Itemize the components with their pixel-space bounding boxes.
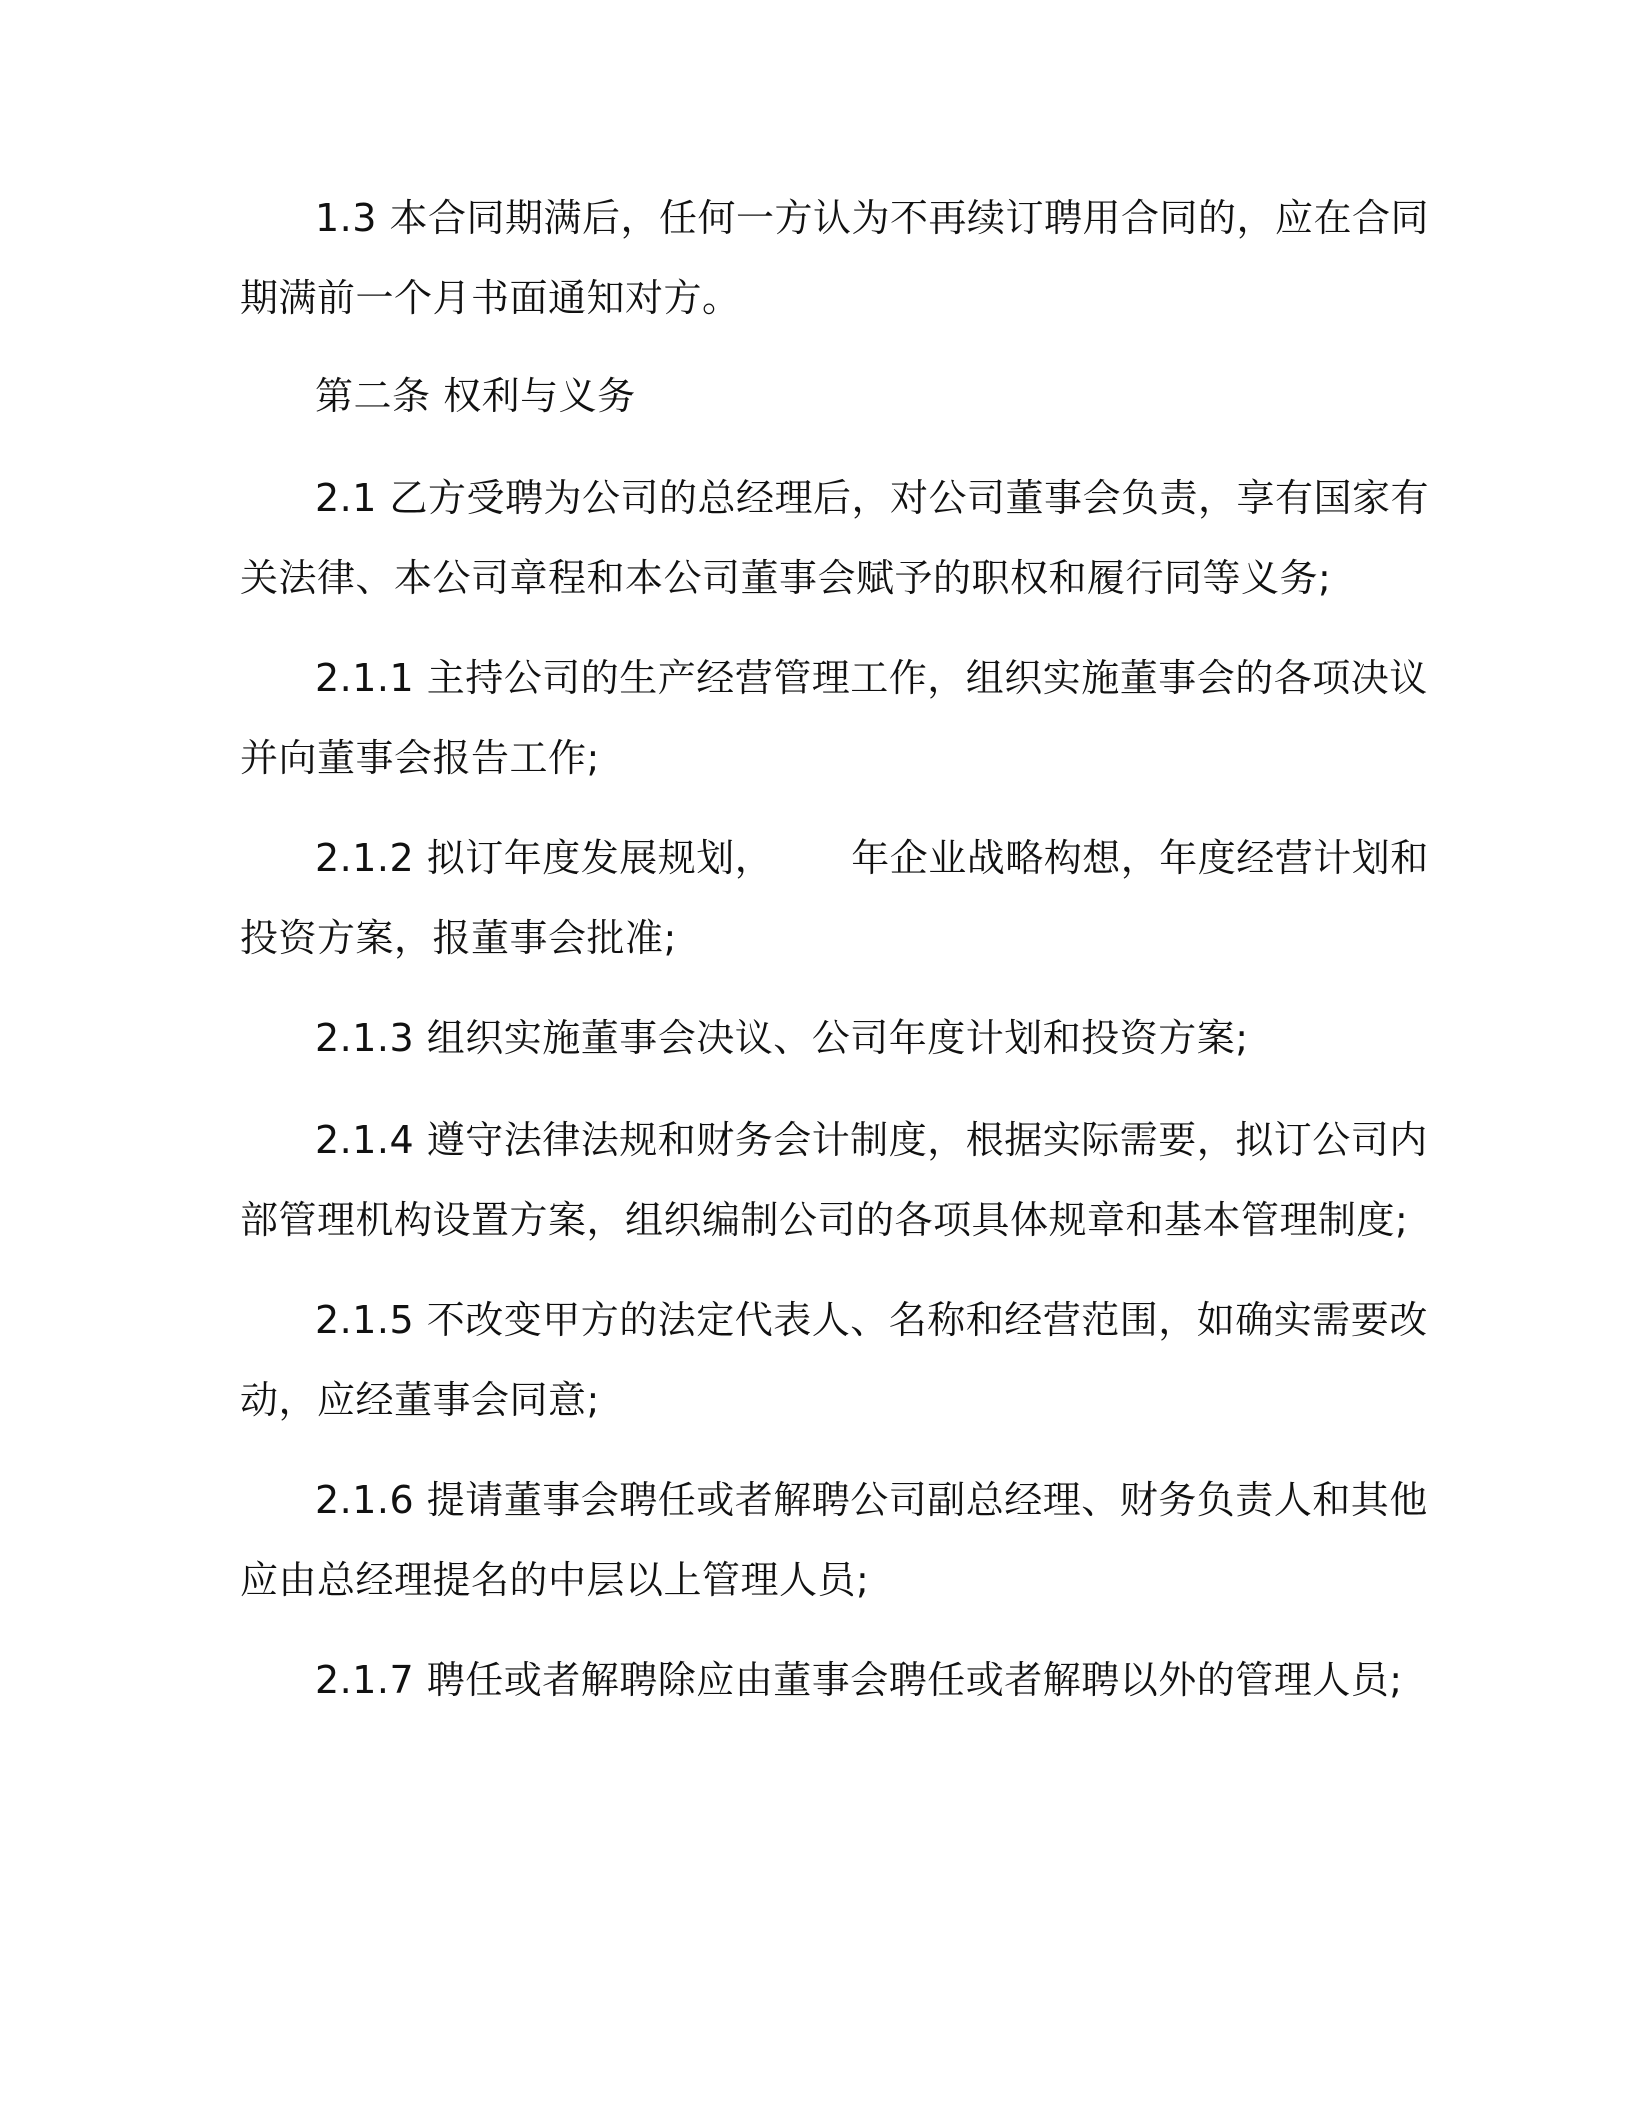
clause-2-1-2-line-2: 投资方案，报董事会批准; — [240, 916, 677, 960]
clause-2-1-5-line-2: 动，应经董事会同意; — [240, 1378, 600, 1422]
clause-2-1-2-text-before-gap: 2.1.2 拟订年度发展规划， — [315, 836, 774, 880]
article-2-heading-text: 第二条 权利与义务 — [315, 374, 636, 418]
clause-2-1-7 — [240, 1640, 1403, 1720]
clause-2-1-4-line-2: 部管理机构设置方案，组织编制公司的各项具体规章和基本管理制度; — [240, 1198, 1409, 1242]
clause-1-3-line-1: 1.3 本合同期满后，任何一方认为不再续订聘用合同的，应在合同 — [315, 196, 1430, 240]
clause-2-1-line-1: 2.1 乙方受聘为公司的总经理后，对公司董事会负责，享有国家有 — [315, 476, 1430, 520]
clause-2-1-3-text: 2.1.3 组织实施董事会决议、公司年度计划和投资方案; — [315, 1016, 1249, 1060]
clause-2-1-2-line-1 — [240, 818, 1429, 898]
clause-2-1-line-2: 关法律、本公司章程和本公司董事会赋予的职权和履行同等义务; — [240, 556, 1332, 600]
clause-2-1 — [240, 458, 1430, 618]
clause-2-1-6 — [240, 1460, 1428, 1620]
clause-2-1-2-text-after-gap: 年企业战略构想，年度经营计划和 — [851, 836, 1429, 880]
clause-2-1-1-line-1: 2.1.1 主持公司的生产经营管理工作，组织实施董事会的各项决议 — [315, 656, 1428, 700]
clause-2-1-7-text: 2.1.7 聘任或者解聘除应由董事会聘任或者解聘以外的管理人员; — [315, 1658, 1403, 1702]
clause-1-3 — [240, 178, 1430, 338]
clause-2-1-6-line-1: 2.1.6 提请董事会聘任或者解聘公司副总经理、财务负责人和其他 — [315, 1478, 1428, 1522]
clause-2-1-1 — [240, 638, 1428, 798]
article-2-heading — [240, 356, 1370, 436]
clause-2-1-4 — [240, 1100, 1428, 1260]
clause-2-1-5-line-1: 2.1.5 不改变甲方的法定代表人、名称和经营范围，如确实需要改 — [315, 1298, 1428, 1342]
clause-2-1-4-line-1: 2.1.4 遵守法律法规和财务会计制度，根据实际需要，拟订公司内 — [315, 1118, 1428, 1162]
clause-2-1-5 — [240, 1280, 1428, 1440]
clause-2-1-6-line-2: 应由总经理提名的中层以上管理人员; — [240, 1558, 870, 1602]
clause-1-3-line-2: 期满前一个月书面通知对方。 — [240, 276, 741, 320]
clause-2-1-3 — [240, 998, 1370, 1078]
clause-2-1-1-line-2: 并向董事会报告工作; — [240, 736, 600, 780]
clause-2-1-2 — [240, 818, 1429, 978]
